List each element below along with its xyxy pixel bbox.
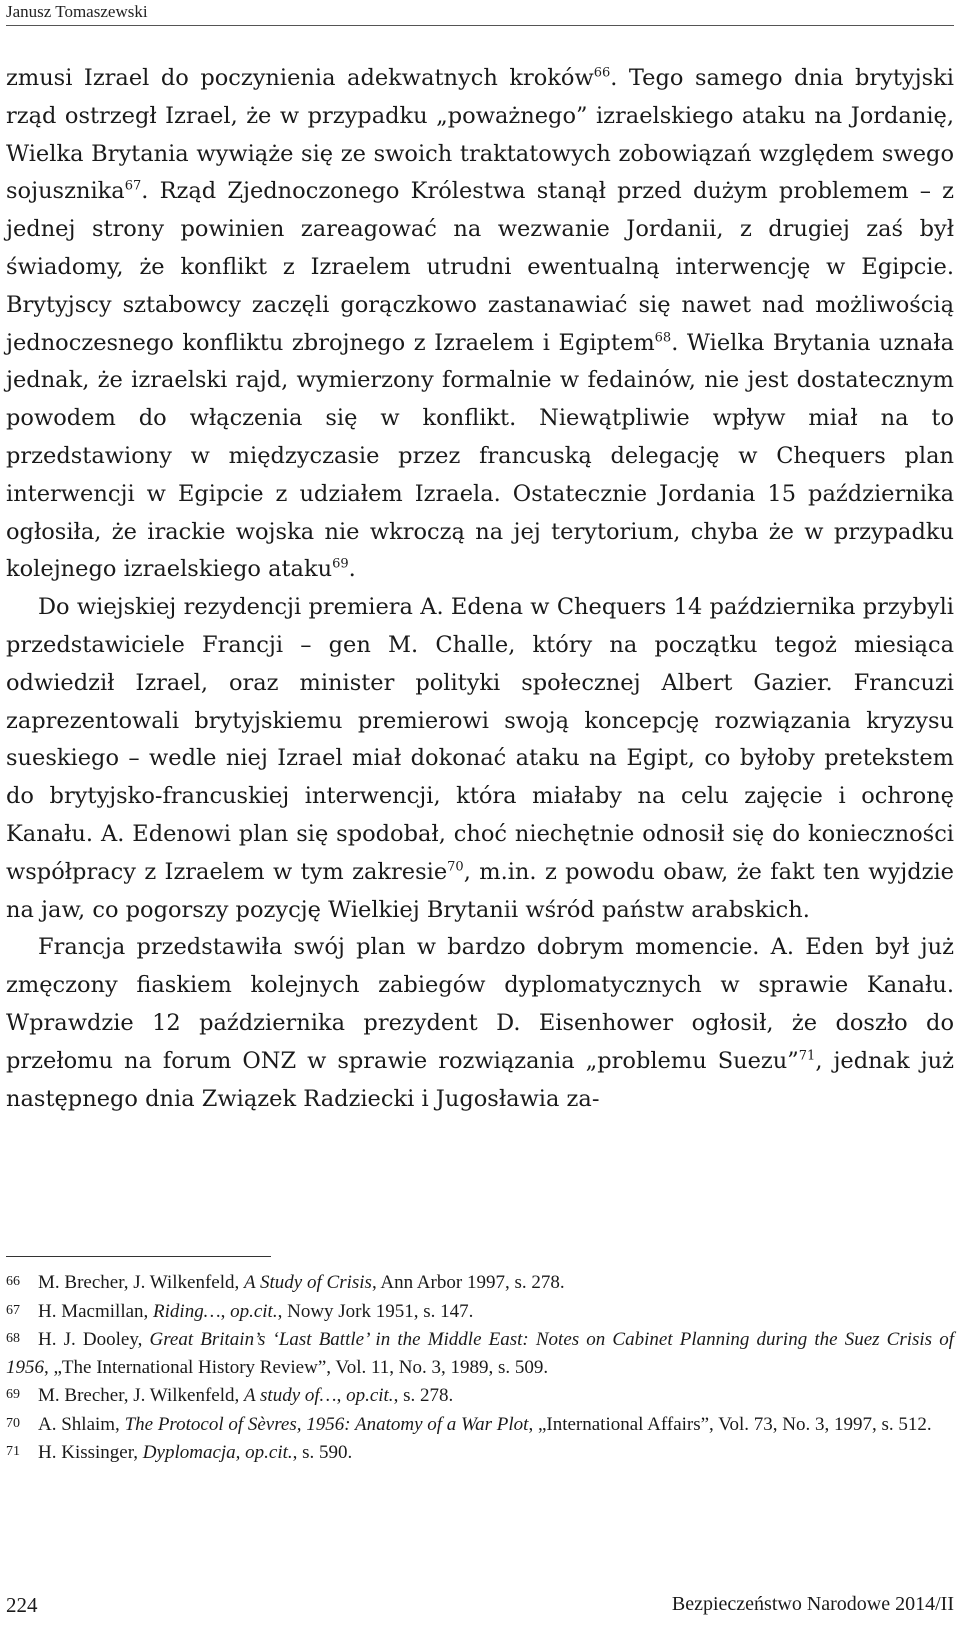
footnote-text: , „International Affairs”, Vol. 73, No. 3, 1997, s. 512. (528, 1413, 932, 1435)
text-run: Do wiejskiej rezydencji premiera A. Edena w Chequers 14 października przybyli przedstawiciele Francji – gen M. Challe, który na początku tegoż miesiąca odwiedził Izrael, oraz minister polityki społecznej Albert Gazier. Francuzi zaprezentowali brytyjskiemu premierowi swoją koncepcję rozwiązania kryzysu sueskiego – wedle niej Izrael miał dokonać ataku na Egipt, co byłoby pretekstem do brytyjsko-francuskiej interwencji, która miałaby na celu zajęcie i ochronę Kanału. A. Edenowi plan się spodobał, choć niechętnie odnosił się do konieczności współpracy z Izraelem w tym zakresie (6, 594, 954, 885)
footnote-ref-71[interactable]: 71 (798, 1048, 816, 1064)
footnote-text: , Nowy Jork 1951, s. 147. (277, 1300, 474, 1322)
footnote-title: A Study of Crisis (244, 1272, 372, 1293)
footnote-text: H. Macmillan, (38, 1300, 154, 1322)
footnote-ref-68[interactable]: 68 (654, 330, 672, 346)
footnote-text: , (220, 1300, 231, 1322)
text-run: . (348, 556, 356, 583)
footnote-title: Riding… (153, 1300, 221, 1322)
footnote-70 (6, 1410, 954, 1439)
footnote-number: 67 (6, 1302, 20, 1318)
footnote-title: Great Britain’s ‘Last Battle’ in the Middle East: Notes on Cabinet Planning during the Suez Crisis of 1956 (6, 1329, 954, 1378)
footnote-text: H. J. Dooley, (38, 1329, 150, 1350)
footnote-69 (6, 1381, 954, 1410)
journal-footer: Bezpieczeństwo Narodowe 2014/II (671, 1593, 954, 1615)
text-run: zmusi Izrael do poczynienia adekwatnych kroków (6, 65, 594, 91)
footnote-text: , s. 278. (393, 1385, 454, 1406)
footnotes (6, 1268, 954, 1467)
footnote-number: 70 (6, 1415, 20, 1431)
footnote-title: op.cit. (230, 1300, 278, 1322)
text-run: . Wielka Brytania uznała jednak, że izraelski rajd, wymierzony formalnie w fedainów, nie jest dostatecznym powodem do włączenia się w konflikt. Niewątpliwie wpływ miał na to przedstawiony w międzyczasie przez francuską delegację w Chequers plan interwencji w Egipcie z udziałem Izraela. Ostatecznie Jordania 15 października ogłosiła, że irackie wojska nie wkroczą na jej terytorium, chyba że w przypadku kolejnego izraelskiego ataku (6, 329, 954, 583)
footnote-67 (6, 1297, 954, 1326)
footnote-number: 68 (6, 1331, 20, 1346)
page-number: 224 (6, 1593, 38, 1617)
footnote-title: A study of… (244, 1385, 337, 1406)
footnote-number: 69 (6, 1387, 20, 1402)
footnote-68 (6, 1325, 954, 1381)
footnote-text: A. Shlaim, (38, 1413, 125, 1435)
footnote-text: , s. 590. (292, 1442, 353, 1463)
footnote-title: op.cit. (346, 1385, 394, 1406)
footnote-title: The Protocol of Sèvres, 1956: Anatomy of a War Plot (124, 1413, 529, 1435)
footnote-number: 71 (6, 1444, 20, 1459)
running-header-author: Janusz Tomaszewski (6, 2, 148, 21)
footnote-text: H. Kissinger, (38, 1442, 143, 1463)
text-run: Francja przedstawiła swój plan w bardzo dobrym momencie. A. Eden był już zmęczony fiaskiem kolejnych zabiegów dyplomatycznych w sprawie Kanału. Wprawdzie 12 października prezydent D. Eisenhower ogłosił, że doszło do przełomu na forum ONZ w sprawie rozwiązania „problemu Suezu” (6, 934, 954, 1074)
text-run: . Tego samego dnia brytyjski rząd ostrzegł Izrael, że w przypadku „poważnego” izraelskiego ataku na Jordanię, Wielka Brytania wywiąże się ze swoich traktatowych zobowiązań względem swego sojusznika (6, 65, 954, 205)
footnote-title: Dyplomacja, op.cit. (142, 1442, 293, 1463)
footnote-text: M. Brecher, J. Wilkenfeld, (38, 1272, 245, 1293)
footnote-text: , Ann Arbor 1997, s. 278. (371, 1272, 565, 1293)
footnote-rule (6, 1256, 271, 1257)
text-run: . Rząd Zjednoczonego Królestwa stanął przed dużym problemem – z jednej strony powinien zareagować na wezwanie Jordanii, z drugiej zaś był świadomy, że konflikt z Izraelem utrudni ewentualną interwencję w Egipcie. Brytyjscy sztabowcy zaczęli gorączkowo zastanawiać się nawet nad możliwością jednoczesnego konfliktu zbrojnego z Izraelem i Egiptem (6, 178, 954, 356)
paragraph-2 (6, 589, 954, 929)
footnote-71 (6, 1438, 954, 1467)
footnote-ref-70[interactable]: 70 (447, 859, 464, 875)
header-rule (6, 25, 954, 26)
body-text (6, 60, 954, 1118)
footnote-ref-69[interactable]: 69 (332, 556, 349, 572)
footnote-66 (6, 1268, 954, 1297)
footnote-text: , (336, 1385, 347, 1406)
footnote-ref-66[interactable]: 66 (593, 65, 611, 81)
text-run: , jednak już następnego dnia Związek Radziecki i Jugosławia za- (6, 1047, 954, 1112)
footnote-ref-67[interactable]: 67 (124, 178, 142, 194)
text-run: , m.in. z powodu obaw, że fakt ten wyjdzie na jaw, co pogorszy pozycję Wielkiej Brytanii wśród państw arabskich. (6, 858, 954, 923)
footnote-text: , „The International History Review”, Vol. 11, No. 3, 1989, s. 509. (44, 1356, 549, 1378)
footnote-number: 66 (6, 1274, 20, 1289)
paragraph-1 (6, 60, 954, 589)
footnote-text: M. Brecher, J. Wilkenfeld, (38, 1385, 245, 1406)
paragraph-3 (6, 929, 954, 1118)
